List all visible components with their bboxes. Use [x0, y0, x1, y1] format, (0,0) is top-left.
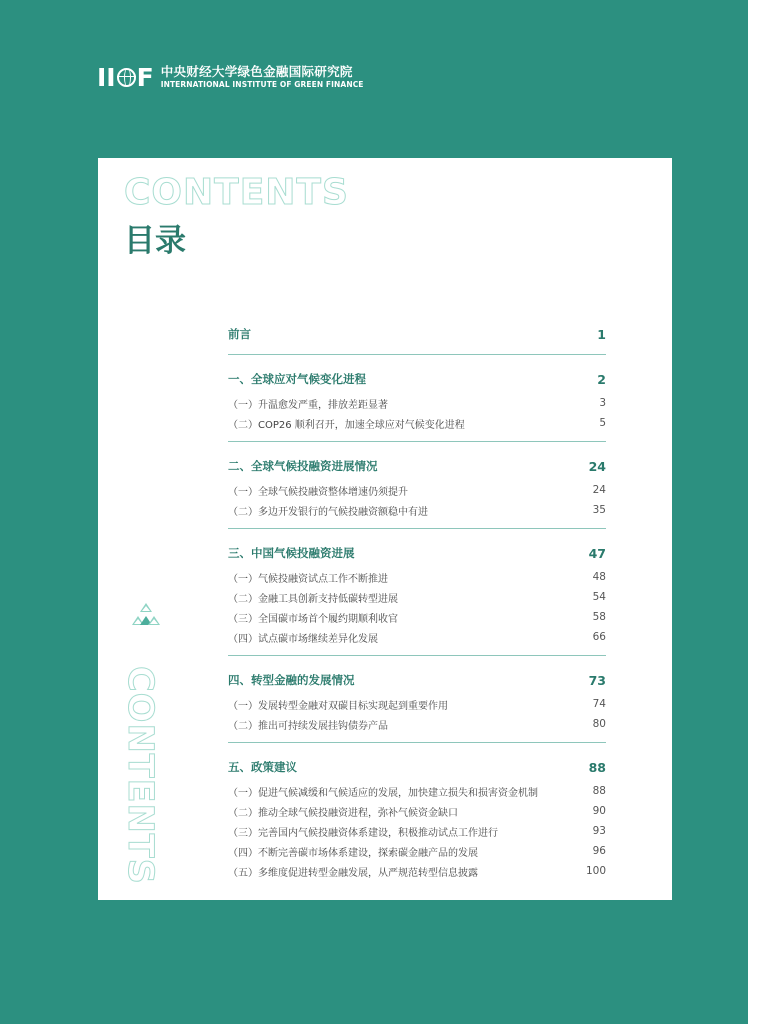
toc-section-page: 2 — [597, 371, 606, 387]
toc-section-page: 73 — [588, 672, 606, 688]
toc-entry[interactable] — [228, 587, 606, 607]
toc-section-heading[interactable] — [228, 322, 606, 346]
toc-entry[interactable] — [228, 567, 606, 587]
toc-entry[interactable] — [228, 714, 606, 734]
toc-section-heading[interactable] — [228, 541, 606, 565]
toc-section — [228, 755, 606, 881]
logo-mark: II F — [97, 62, 154, 92]
toc-section — [228, 367, 606, 442]
toc-entry[interactable] — [228, 500, 606, 520]
toc-section-heading[interactable] — [228, 454, 606, 478]
toc-section-title: 一、全球应对气候变化进程 — [228, 372, 366, 386]
toc-entry-page: 90 — [592, 805, 606, 817]
toc-section-heading[interactable] — [228, 755, 606, 779]
org-name-cn: 中央财经大学绿色金融国际研究院 — [160, 64, 353, 79]
toc-entry-page: 100 — [585, 865, 606, 877]
toc-section — [228, 541, 606, 656]
toc-section — [228, 668, 606, 743]
toc-section-title: 三、中国气候投融资进展 — [228, 546, 355, 560]
iigf-logo — [97, 62, 364, 92]
toc-entry[interactable] — [228, 607, 606, 627]
toc-section-page: 24 — [588, 458, 606, 474]
toc-section — [228, 454, 606, 529]
toc-entry-label: （二）COP26 顺利召开，加速全球应对气候变化进程 — [228, 419, 465, 431]
toc-entry[interactable] — [228, 801, 606, 821]
toc-section-title: 前言 — [228, 327, 251, 341]
toc-entry-label: （一）促进气候减缓和气候适应的发展，加快建立损失和损害资金机制 — [228, 787, 538, 799]
toc-entry-label: （一）发展转型金融对双碳目标实现起到重要作用 — [228, 700, 448, 712]
toc-section-title: 五、政策建议 — [228, 760, 297, 774]
logo-text — [161, 64, 364, 90]
toc-entry[interactable] — [228, 781, 606, 801]
toc-section-page: 47 — [588, 545, 606, 561]
toc-entry[interactable] — [228, 393, 606, 413]
toc-entry-page: 48 — [592, 571, 606, 583]
page-edge-strip — [748, 0, 760, 1024]
toc-entry-page: 24 — [592, 484, 606, 496]
toc-entry-page: 80 — [592, 718, 606, 730]
toc-entry-label: （二）多边开发银行的气候投融资额稳中有进 — [228, 506, 428, 518]
toc-entry-page: 3 — [599, 397, 606, 409]
contents-heading-cn: 目录 — [124, 223, 186, 259]
toc-entry[interactable] — [228, 694, 606, 714]
toc-entry-page: 54 — [592, 591, 606, 603]
toc-entry-page: 58 — [592, 611, 606, 623]
toc-entry-label: （四）试点碳市场继续差异化发展 — [228, 633, 378, 645]
toc-entry-label: （四）不断完善碳市场体系建设，探索碳金融产品的发展 — [228, 847, 478, 859]
toc-entry-page: 74 — [592, 698, 606, 710]
table-of-contents — [228, 322, 606, 881]
toc-section-page: 1 — [597, 326, 606, 342]
toc-section — [228, 322, 606, 355]
globe-icon — [117, 68, 136, 87]
toc-entry-label: （二）推动全球气候投融资进程，弥补气候资金缺口 — [228, 807, 458, 819]
toc-section-title: 四、转型金融的发展情况 — [228, 673, 355, 687]
contents-card — [98, 158, 672, 900]
toc-entry-label: （五）多维度促进转型金融发展，从严规范转型信息披露 — [228, 867, 478, 879]
toc-entry-label: （二）推出可持续发展挂钩债券产品 — [228, 720, 388, 732]
toc-entry[interactable] — [228, 413, 606, 433]
toc-entry[interactable] — [228, 821, 606, 841]
org-name-en: INTERNATIONAL INSTITUTE OF GREEN FINANCE — [160, 80, 364, 89]
toc-entry[interactable] — [228, 861, 606, 881]
toc-entry-page: 88 — [592, 785, 606, 797]
toc-section-heading[interactable] — [228, 668, 606, 692]
toc-entry-label: （一）升温愈发严重，排放差距显著 — [228, 399, 388, 411]
toc-entry-page: 5 — [599, 417, 606, 429]
toc-entry-label: （二）金融工具创新支持低碳转型进展 — [228, 593, 398, 605]
toc-entry-page: 93 — [592, 825, 606, 837]
toc-entry-label: （一）气候投融资试点工作不断推进 — [228, 573, 388, 585]
vertical-contents-text: CONTENTS — [120, 666, 160, 885]
toc-entry-page: 66 — [592, 631, 606, 643]
toc-entry[interactable] — [228, 627, 606, 647]
toc-entry-label: （一）全球气候投融资整体增速仍须提升 — [228, 486, 408, 498]
contents-heading-en: CONTENTS — [124, 172, 349, 213]
toc-entry-page: 35 — [592, 504, 606, 516]
toc-section-title: 二、全球气候投融资进展情况 — [228, 459, 378, 473]
toc-entry[interactable] — [228, 841, 606, 861]
toc-entry-label: （三）完善国内气候投融资体系建设，积极推动试点工作进行 — [228, 827, 498, 839]
toc-entry-page: 96 — [592, 845, 606, 857]
toc-entry[interactable] — [228, 480, 606, 500]
toc-section-page: 88 — [588, 759, 606, 775]
toc-entry-label: （三）全国碳市场首个履约期顺利收官 — [228, 613, 398, 625]
toc-section-heading[interactable] — [228, 367, 606, 391]
